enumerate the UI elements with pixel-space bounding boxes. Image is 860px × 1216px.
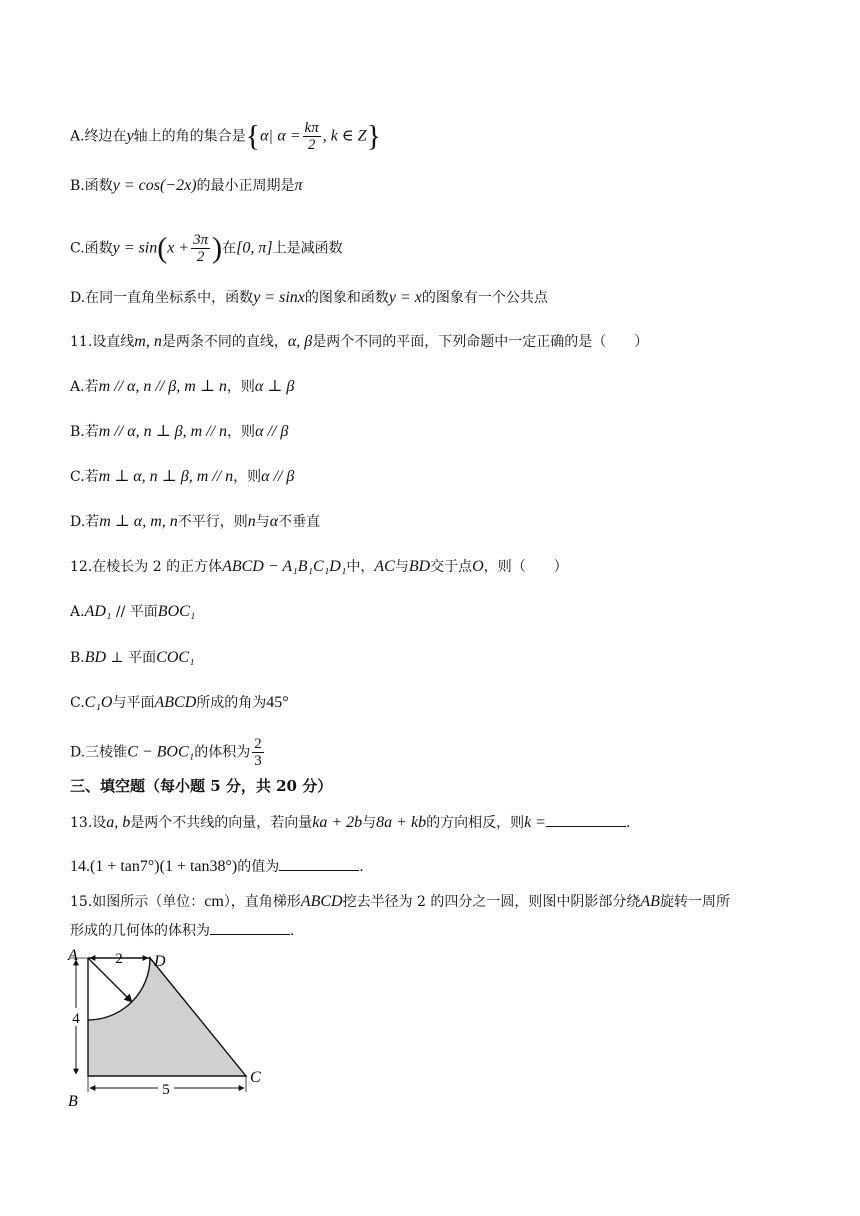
q11-b-label: B.若 (70, 424, 99, 440)
q10-b-prefix: B.函数 (70, 178, 113, 194)
q12-option-b (70, 648, 195, 668)
vertex-b: B (68, 1093, 78, 1110)
q13-tail: 的方向相反，则 (426, 815, 525, 831)
q13-v1: ka + 2b (312, 814, 363, 831)
q12-with: 与 (394, 559, 409, 575)
q10-c-expr: y = sin (112, 239, 158, 257)
q10-d-f1: y = sinx (253, 289, 305, 306)
q10-a-eq: α = (277, 127, 301, 145)
q12-c-val: 45° (266, 694, 289, 711)
q11-option-b (70, 422, 288, 442)
trapezoid-figure (62, 946, 282, 1116)
q10-c-prefix: C.函数 (70, 240, 113, 257)
q12-option-a (70, 602, 195, 622)
q10-b-val: π (294, 177, 303, 194)
q10-c-xplus: x + (167, 239, 190, 257)
label-top: 2 (115, 951, 123, 967)
q11-stem-mid: 是两条不同的直线， (161, 334, 288, 350)
q11-option-c (70, 467, 294, 487)
q13-k: k = (524, 814, 546, 831)
q11-d-mid: 不平行，则 (177, 514, 248, 530)
label-left: 4 (72, 1011, 80, 1027)
q13 (70, 812, 630, 833)
q12-c-rel: 与平面 (112, 695, 155, 711)
q10-a-var: y (126, 127, 134, 145)
q14 (70, 856, 364, 877)
q10-d-prefix: D.在同一直角坐标系中，函数 (70, 290, 254, 306)
q12-a-a: AD₁ (84, 603, 112, 620)
q15-mid: ），直角梯形 (223, 894, 301, 910)
q12-option-d (70, 736, 266, 769)
q12-c-a: C₁O (84, 694, 113, 711)
q11-option-d (70, 512, 320, 532)
q12-o: O (472, 558, 484, 575)
q15-mid2: 挖去半径为 2 的四分之一圆，则图中阴影部分绕 (342, 894, 641, 910)
q11-d-alpha: α (269, 513, 279, 530)
q12-bd: BD (408, 558, 431, 575)
q11-a-label: A.若 (70, 379, 99, 395)
radius-arrow (88, 958, 132, 1002)
q10-option-a (70, 120, 381, 153)
q10-a-tail: , k ∈ Z (322, 127, 367, 145)
vertex-c: C (250, 1069, 261, 1086)
q12-stem (70, 557, 568, 577)
q10-a-mid: 轴上的角的集合是 (133, 128, 246, 145)
q11-c-label: C.若 (70, 469, 99, 485)
q13-answer-blank[interactable] (546, 812, 626, 827)
q12-a-label: A. (70, 604, 85, 620)
q15-end: . (290, 923, 295, 939)
q10-c-fraction: $\frac{3\pi}{2}$ (193, 232, 209, 265)
q10-d-tail: 的图象有一个公共点 (421, 290, 548, 306)
q11-d-with: 与 (255, 514, 270, 530)
q11-c-then: ，则 (233, 469, 262, 485)
q11-b-cond: m // α, n ⊥ β, m // n (98, 423, 228, 440)
q12-b-a: BD (84, 649, 107, 666)
q11-b-res: α // β (255, 423, 289, 440)
right-paren: ) (212, 231, 223, 265)
q11-a-cond: m // α, n // β, m ⊥ n (98, 378, 227, 395)
q12-d-label: D.三棱锥 (70, 744, 128, 761)
q12-c-label: C. (70, 695, 85, 711)
q10-a-fraction: $\frac{k\pi}{2}$ (304, 120, 319, 153)
q12-b-label: B. (70, 650, 85, 666)
q15-pre: 15.如图所示（单位： (70, 894, 205, 910)
q13-pre: 13.设 (70, 815, 107, 831)
q10-a-prefix: A.终边在 (70, 128, 127, 145)
q10-option-c (70, 232, 343, 265)
q15-unit: cm (204, 893, 224, 910)
section-heading: 三、填空题（每小题 5 分，共 20 分） (70, 777, 333, 795)
q11-a-res: α ⊥ β (254, 378, 295, 395)
q12-d-fraction: $\frac{2}{3}$ (254, 736, 262, 769)
q14-expr: 14.(1 + tan7°)(1 + tan38°) (70, 858, 238, 875)
q15-line2-text: 形成的几何体的体积为 (70, 923, 210, 939)
q12-d-rel: 的体积为 (194, 744, 251, 761)
right-brace: } (366, 119, 381, 153)
q13-mid: 是两个不共线的向量，若向量 (130, 815, 313, 831)
q14-tail: 的值为 (237, 859, 280, 875)
q15-tail: 旋转一周所 (659, 894, 730, 910)
q11-stem (70, 332, 648, 352)
q12-d-a: C − BOC₁ (127, 743, 195, 761)
q12-stem-mid: 中， (346, 559, 375, 575)
vertex-d: D (154, 953, 166, 970)
q11-a-then: ，则 (226, 379, 255, 395)
q11-d-n: n (247, 513, 256, 530)
left-paren: ( (157, 231, 168, 265)
q15-abcd: ABCD (300, 893, 343, 910)
q11-c-res: α // β (261, 468, 295, 485)
q12-meet: 交于点 (430, 559, 473, 575)
q13-end: . (625, 815, 631, 831)
shaded-region (88, 958, 246, 1076)
q11-b-then: ，则 (227, 424, 256, 440)
q11-d-label: D.若 (70, 514, 100, 530)
q10-b-expr: y = cos(−2x) (112, 177, 197, 194)
q11-stem-tail: 是两个不同的平面，下列命题中一定正确的是（ ） (312, 334, 649, 350)
q13-v2: 8a + kb (376, 814, 427, 831)
q11-c-cond: m ⊥ α, n ⊥ β, m // n (98, 468, 234, 485)
q12-stem-pre: 12.在棱长为 2 的正方体 (70, 559, 223, 575)
q10-c-interval: [0, π] (236, 239, 273, 257)
q11-vars1: m, n (134, 333, 162, 350)
q12-b-rel: ⊥ 平面 (106, 650, 157, 666)
vertex-a: A (68, 947, 78, 964)
q12-ac: AC (374, 558, 395, 575)
q15-answer-blank[interactable] (210, 920, 290, 935)
q14-end: . (359, 859, 364, 875)
q10-d-mid: 的图象和函数 (304, 290, 389, 306)
label-bottom: 5 (162, 1082, 170, 1098)
q10-option-b (70, 176, 303, 196)
q10-b-mid: 的最小正周期是 (196, 178, 295, 194)
q10-c-tail: 上是减函数 (272, 240, 343, 257)
q11-stem-pre: 11.设直线 (70, 334, 135, 350)
q12-stem-tail: ，则（ ） (483, 559, 568, 575)
q12-c-b: ABCD (154, 694, 197, 711)
q12-option-c (70, 693, 289, 713)
q15-line2 (70, 920, 294, 941)
q12-cube: ABCD − A₁B₁C₁D₁ (222, 558, 347, 575)
q14-answer-blank[interactable] (279, 856, 359, 871)
q13-with: 与 (362, 815, 377, 831)
q15-ab: AB (640, 893, 660, 910)
q11-option-a (70, 377, 294, 397)
left-brace: { (245, 119, 261, 153)
q10-c-mid: 在 (222, 240, 237, 257)
q15-line1 (70, 892, 730, 912)
q12-a-b: BOC₁ (157, 603, 196, 620)
q10-option-d (70, 288, 548, 308)
q11-d-cond: m ⊥ α, m, n (99, 513, 178, 530)
q13-vecs: a, b (106, 814, 131, 831)
q11-vars2: α, β (287, 333, 313, 350)
q11-d-tail: 不垂直 (278, 514, 321, 530)
q12-b-b: COC₁ (156, 649, 195, 666)
q10-a-set-lead: α| (260, 127, 273, 145)
q10-d-f2: y = x (388, 289, 422, 306)
q12-c-tail: 所成的角为 (196, 695, 267, 711)
q12-a-rel: // 平面 (111, 604, 158, 620)
